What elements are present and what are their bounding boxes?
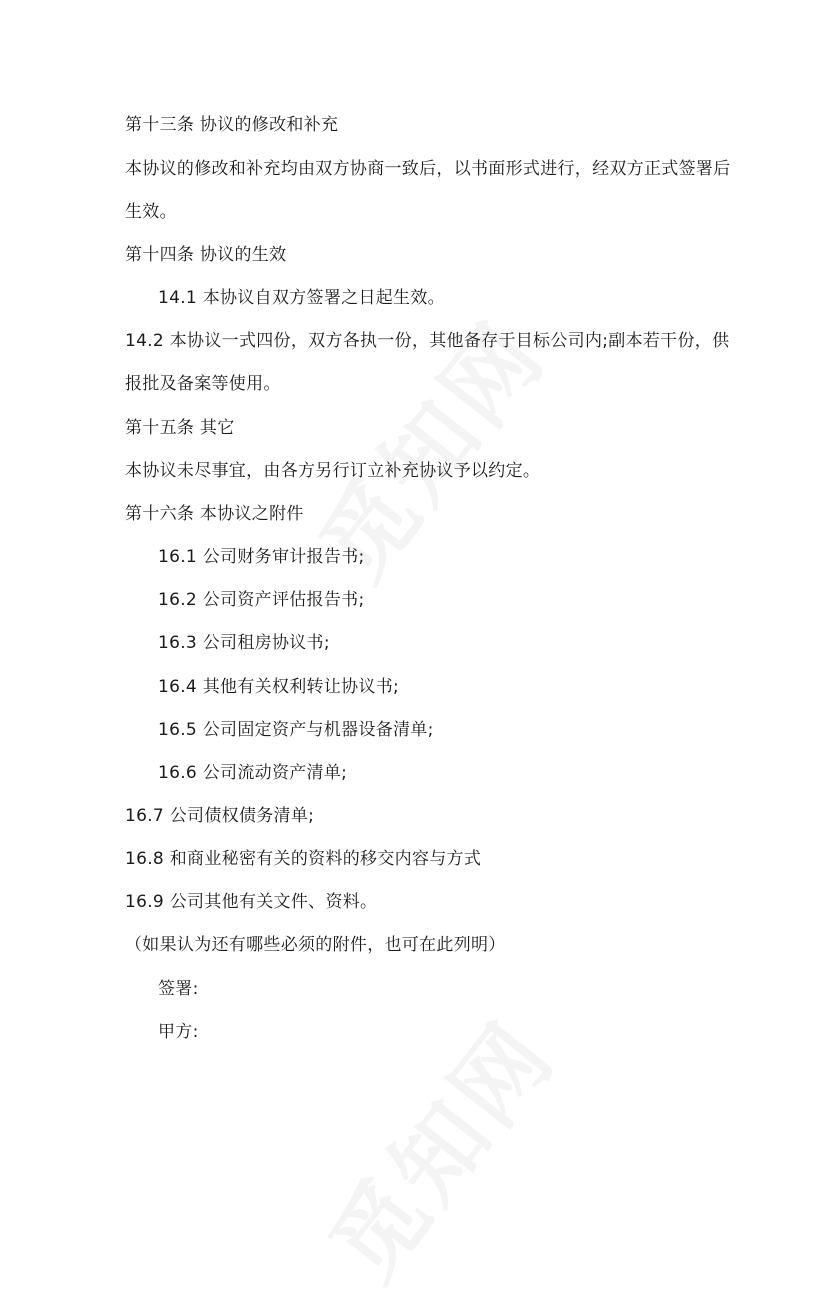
article-16-heading: 第十六条 本协议之附件 bbox=[125, 504, 304, 524]
clause-16-9: 16.9 公司其他有关文件、资料。 bbox=[125, 892, 378, 912]
signature-label: 签署: bbox=[158, 979, 199, 999]
article-13-heading: 第十三条 协议的修改和补充 bbox=[125, 115, 339, 135]
clause-14-2-line-1: 14.2 本协议一式四份，双方各执一份，其他备存于目标公司内;副本若干份，供 bbox=[125, 331, 730, 351]
clause-16-6: 16.6 公司流动资产清单; bbox=[158, 763, 348, 783]
article-15-body: 本协议未尽事宜，由各方另行订立补充协议予以约定。 bbox=[125, 461, 541, 481]
clause-14-2-line-2: 报批及备案等使用。 bbox=[125, 374, 281, 394]
article-14-heading: 第十四条 协议的生效 bbox=[125, 245, 287, 265]
clause-16-4: 16.4 其他有关权利转让协议书; bbox=[158, 677, 400, 697]
clause-14-1: 14.1 本协议自双方签署之日起生效。 bbox=[158, 288, 445, 308]
article-13-body-line-2: 生效。 bbox=[125, 202, 177, 222]
party-a-label: 甲方: bbox=[158, 1022, 199, 1042]
clause-16-5: 16.5 公司固定资产与机器设备清单; bbox=[158, 720, 434, 740]
attachment-note: （如果认为还有哪些必须的附件，也可在此列明） bbox=[125, 935, 506, 955]
watermark-bottom bbox=[294, 990, 579, 1302]
clause-16-2: 16.2 公司资产评估报告书; bbox=[158, 590, 365, 610]
clause-16-1: 16.1 公司财务审计报告书; bbox=[158, 547, 365, 567]
clause-16-8: 16.8 和商业秘密有关的资料的移交内容与方式 bbox=[125, 849, 482, 869]
clause-16-7: 16.7 公司债权债务清单; bbox=[125, 806, 315, 826]
article-13-body-line-1: 本协议的修改和补充均由双方协商一致后，以书面形式进行，经双方正式签署后 bbox=[125, 159, 731, 179]
article-15-heading: 第十五条 其它 bbox=[125, 418, 235, 438]
clause-16-3: 16.3 公司租房协议书; bbox=[158, 633, 330, 653]
